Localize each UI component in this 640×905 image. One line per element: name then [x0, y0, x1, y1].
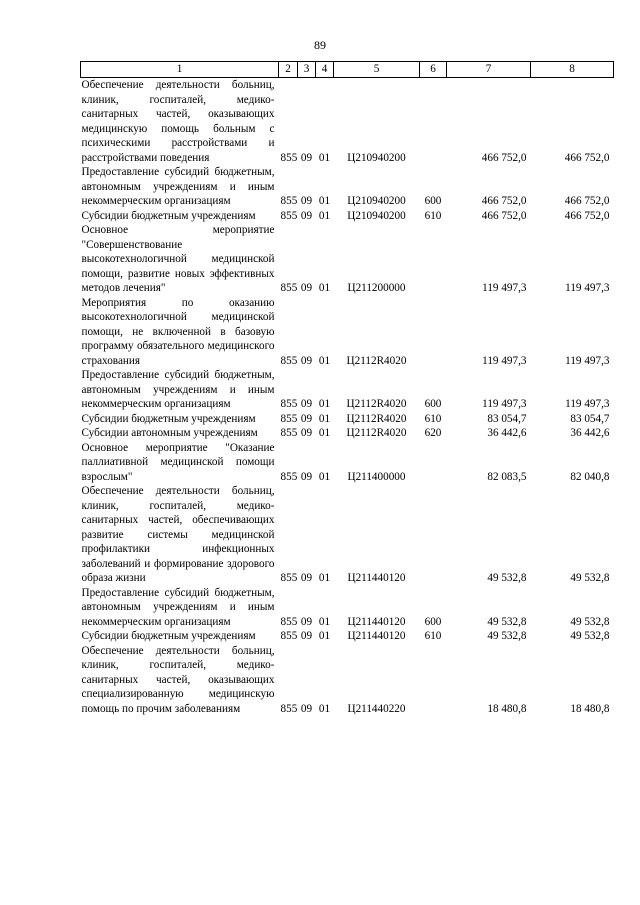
subsection-code: 01 [318, 427, 331, 439]
expense-type-code: 610 [424, 630, 442, 642]
row-description: Основное мероприятие "Совершенствование высокотехнологичной медицинской помощи, развитие новых эффективных методов лечения" [81, 224, 275, 294]
amount-year-2: 466 752,0 [564, 209, 610, 222]
admin-code: 855 [280, 615, 298, 628]
amount-year-2: 82 040,8 [570, 470, 610, 483]
expense-type-code [420, 223, 447, 296]
amount-year-1: 49 532,8 [487, 630, 527, 642]
expense-type-code: 600 [424, 398, 442, 410]
section-code: 09 [300, 195, 313, 207]
amount-year-2: 18 480,8 [570, 702, 610, 715]
table-row [81, 644, 614, 717]
section-code: 09 [300, 151, 313, 164]
table-row [81, 412, 614, 427]
row-description: Мероприятия по оказанию высокотехнологичной медицинской помощи, не включенной в базовую программу обязательного медицинского страхования [81, 296, 275, 367]
table-row [81, 484, 614, 586]
row-description: Предоставление субсидий бюджетным, автономным учреждениям и иным некоммерческим организациям [81, 586, 275, 628]
target-article-code: Ц211440220 [347, 702, 406, 715]
section-code: 09 [300, 615, 313, 628]
amount-year-1: 466 752,0 [481, 209, 527, 222]
subsection-code: 01 [318, 195, 331, 207]
table-row [81, 426, 614, 441]
budget-table [80, 61, 614, 716]
row-description: Обеспечение деятельности больниц, клиник, госпиталей, медико-санитарных частей, оказывающих медицинскую помощь больным с психическими расстройствами и расстройствами поведения [81, 79, 275, 164]
admin-code: 855 [280, 195, 298, 207]
amount-year-1: 119 497,3 [482, 354, 527, 367]
target-article-code: Ц2112R4020 [346, 412, 407, 425]
section-code: 09 [300, 398, 313, 410]
expense-type-code [420, 441, 447, 485]
amount-year-2: 83 054,7 [570, 412, 610, 425]
page-number: 89 [314, 38, 326, 52]
target-article-code: Ц210940200 [347, 151, 406, 164]
target-article-code: Ц211200000 [347, 282, 406, 294]
section-code: 09 [300, 702, 313, 715]
expense-type-code: 620 [424, 427, 442, 439]
expense-type-code: 600 [424, 195, 442, 207]
amount-year-2: 466 752,0 [564, 195, 610, 207]
column-header: 3 [298, 62, 316, 78]
column-header: 4 [316, 62, 334, 78]
amount-year-2: 119 497,3 [565, 354, 610, 367]
amount-year-1: 83 054,7 [487, 412, 527, 425]
admin-code: 855 [280, 412, 298, 425]
subsection-code: 01 [318, 209, 331, 222]
column-header: 1 [81, 62, 279, 78]
row-description: Обеспечение деятельности больниц, клиник, госпиталей, медико-санитарных частей, оказывающих специализированную медицинскую помощь по прочим заболеваниям [81, 644, 275, 715]
section-code: 09 [300, 630, 313, 642]
target-article-code: Ц211400000 [347, 470, 406, 483]
expense-type-code: 610 [424, 209, 442, 222]
amount-year-2: 49 532,8 [570, 630, 610, 642]
section-code: 09 [300, 209, 313, 222]
target-article-code: Ц211440120 [347, 630, 406, 642]
table-row [81, 441, 614, 485]
table-row [81, 209, 614, 224]
expense-type-code [420, 296, 447, 369]
section-code: 09 [300, 572, 313, 584]
subsection-code: 01 [318, 702, 331, 715]
table-body [81, 78, 614, 717]
subsection-code: 01 [318, 412, 331, 425]
target-article-code: Ц2112R4020 [346, 398, 407, 410]
amount-year-2: 119 497,3 [565, 398, 610, 410]
amount-year-2: 49 532,8 [570, 572, 610, 584]
target-article-code: Ц210940200 [347, 195, 406, 207]
section-code: 09 [300, 282, 313, 294]
amount-year-2: 119 497,3 [565, 282, 610, 294]
table-row [81, 629, 614, 644]
admin-code: 855 [280, 427, 298, 439]
subsection-code: 01 [318, 572, 331, 584]
admin-code: 855 [280, 572, 298, 584]
expense-type-code: 600 [424, 615, 442, 628]
row-description: Субсидии автономным учреждениям [81, 427, 258, 439]
section-code: 09 [300, 427, 313, 439]
row-description: Предоставление субсидий бюджетным, автономным учреждениям и иным некоммерческим организациям [81, 166, 275, 207]
amount-year-1: 466 752,0 [481, 151, 527, 164]
admin-code: 855 [280, 470, 298, 483]
subsection-code: 01 [318, 630, 331, 642]
expense-type-code [420, 78, 447, 166]
row-description: Субсидии бюджетным учреждениям [81, 209, 256, 222]
column-number-header [81, 62, 614, 78]
table-row [81, 586, 614, 630]
table-row [81, 223, 614, 296]
expense-type-code [420, 644, 447, 717]
column-header: 7 [447, 62, 531, 78]
subsection-code: 01 [318, 470, 331, 483]
section-code: 09 [300, 412, 313, 425]
budget-table-container [80, 61, 613, 716]
amount-year-1: 119 497,3 [482, 282, 527, 294]
amount-year-1: 82 083,5 [487, 470, 527, 483]
table-row [81, 78, 614, 166]
row-description: Основное мероприятие "Оказание паллиативной медицинской помощи взрослым" [81, 441, 275, 483]
target-article-code: Ц2112R4020 [346, 354, 407, 367]
amount-year-2: 36 442,6 [570, 427, 610, 439]
row-description: Субсидии бюджетным учреждениям [81, 412, 256, 425]
row-description: Обеспечение деятельности больниц, клиник, госпиталей, медико-санитарных частей, обеспечивающих развитие системы медицинской профилактики инфекционных заболеваний и формирование здорового образа жизни [81, 485, 275, 584]
amount-year-1: 36 442,6 [487, 427, 527, 439]
row-description: Субсидии бюджетным учреждениям [81, 630, 256, 642]
subsection-code: 01 [318, 398, 331, 410]
admin-code: 855 [280, 702, 298, 715]
admin-code: 855 [280, 630, 298, 642]
admin-code: 855 [280, 209, 298, 222]
section-code: 09 [300, 470, 313, 483]
row-description: Предоставление субсидий бюджетным, автономным учреждениям и иным некоммерческим организациям [81, 369, 275, 410]
admin-code: 855 [280, 398, 298, 410]
admin-code: 855 [280, 282, 298, 294]
column-header: 2 [279, 62, 298, 78]
section-code: 09 [300, 354, 313, 367]
target-article-code: Ц210940200 [347, 209, 406, 222]
table-row [81, 296, 614, 369]
column-header: 8 [531, 62, 614, 78]
amount-year-2: 466 752,0 [564, 151, 610, 164]
table-row [81, 368, 614, 412]
column-header: 6 [420, 62, 447, 78]
target-article-code: Ц2112R4020 [346, 427, 407, 439]
amount-year-1: 49 532,8 [487, 572, 527, 584]
target-article-code: Ц211440120 [347, 572, 406, 584]
expense-type-code: 610 [424, 412, 442, 425]
subsection-code: 01 [318, 282, 331, 294]
column-header: 5 [334, 62, 420, 78]
amount-year-1: 466 752,0 [481, 195, 527, 207]
table-row [81, 165, 614, 209]
target-article-code: Ц211440120 [347, 615, 406, 628]
subsection-code: 01 [318, 354, 331, 367]
amount-year-1: 18 480,8 [487, 702, 527, 715]
expense-type-code [420, 484, 447, 586]
amount-year-1: 49 532,8 [487, 615, 527, 628]
admin-code: 855 [280, 151, 298, 164]
amount-year-2: 49 532,8 [570, 615, 610, 628]
subsection-code: 01 [318, 615, 331, 628]
admin-code: 855 [280, 354, 298, 367]
subsection-code: 01 [318, 151, 331, 164]
amount-year-1: 119 497,3 [482, 398, 527, 410]
